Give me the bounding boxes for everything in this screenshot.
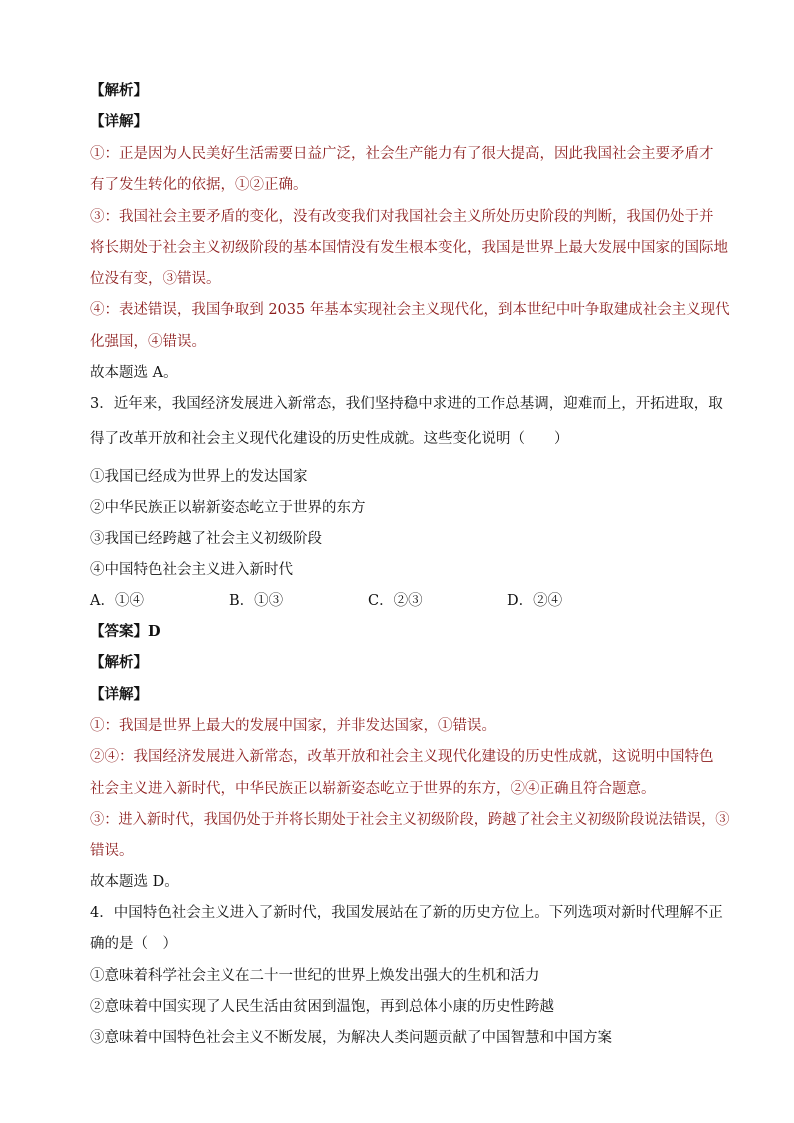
analysis-header: 【解析】: [90, 82, 148, 99]
explanation-line: ②④：我国经济发展进入新常态，改革开放和社会主义现代化建设的历史性成就，这说明中国特色: [90, 749, 714, 765]
conclusion-line: 故本题选 A。: [90, 365, 178, 381]
statement-item: ①意味着科学社会主义在二十一世纪的世界上焕发出强大的生机和活力: [90, 968, 540, 984]
question-stem: 确的是（ ）: [90, 936, 177, 952]
detail-header: 【详解】: [90, 113, 148, 130]
statement-item: ④中国特色社会主义进入新时代: [90, 562, 293, 578]
explanation-line: ①：我国是世界上最大的发展中国家，并非发达国家，①错误。: [90, 718, 496, 734]
statement-item: ①我国已经成为世界上的发达国家: [90, 469, 308, 485]
analysis-header: 【解析】: [90, 654, 148, 671]
explanation-line: ④：表述错误，我国争取到 2035 年基本实现社会主义现代化，到本世纪中叶争取建成社会主义现代: [90, 302, 730, 318]
option-a: A．①④: [90, 593, 144, 609]
option-b: B．①③: [229, 593, 284, 609]
explanation-line: 有了发生转化的依据，①②正确。: [90, 177, 308, 193]
explanation-line: 社会主义进入新时代，中华民族正以崭新姿态屹立于世界的东方，②④正确且符合题意。: [90, 781, 656, 797]
statement-item: ②意味着中国实现了人民生活由贫困到温饱，再到总体小康的历史性跨越: [90, 999, 554, 1015]
statement-item: ③意味着中国特色社会主义不断发展，为解决人类问题贡献了中国智慧和中国方案: [90, 1030, 612, 1046]
conclusion-line: 故本题选 D。: [90, 874, 179, 890]
explanation-line: 将长期处于社会主义初级阶段的基本国情没有发生根本变化，我国是世界上最大发展中国家的国际地: [90, 240, 728, 256]
explanation-line: 化强国，④错误。: [90, 334, 206, 350]
statement-item: ③我国已经跨越了社会主义初级阶段: [90, 531, 322, 547]
explanation-line: ③：我国社会主要矛盾的变化，没有改变我们对我国社会主义所处历史阶段的判断，我国仍处于并: [90, 209, 714, 225]
explanation-line: 错误。: [90, 843, 134, 859]
question-stem: 3．近年来，我国经济发展进入新常态，我们坚持稳中求进的工作总基调，迎难而上，开拓进取，取: [90, 396, 723, 412]
question-stem: 4．中国特色社会主义进入了新时代，我国发展站在了新的历史方位上。下列选项对新时代理解不正: [90, 905, 723, 921]
statement-item: ②中华民族正以崭新姿态屹立于世界的东方: [90, 500, 366, 516]
detail-header: 【详解】: [90, 686, 148, 703]
explanation-line: ①：正是因为人民美好生活需要日益广泛，社会生产能力有了很大提高，因此我国社会主要矛盾才: [90, 146, 714, 162]
answer-line: 【答案】D: [90, 623, 161, 640]
option-d: D．②④: [507, 593, 563, 609]
question-stem: 得了改革开放和社会主义现代化建设的历史性成就。这些变化说明（ ）: [90, 431, 569, 447]
option-c: C．②③: [368, 593, 423, 609]
explanation-line: ③：进入新时代，我国仍处于并将长期处于社会主义初级阶段，跨越了社会主义初级阶段说法错误，③: [90, 812, 730, 828]
explanation-line: 位没有变，③错误。: [90, 271, 221, 287]
